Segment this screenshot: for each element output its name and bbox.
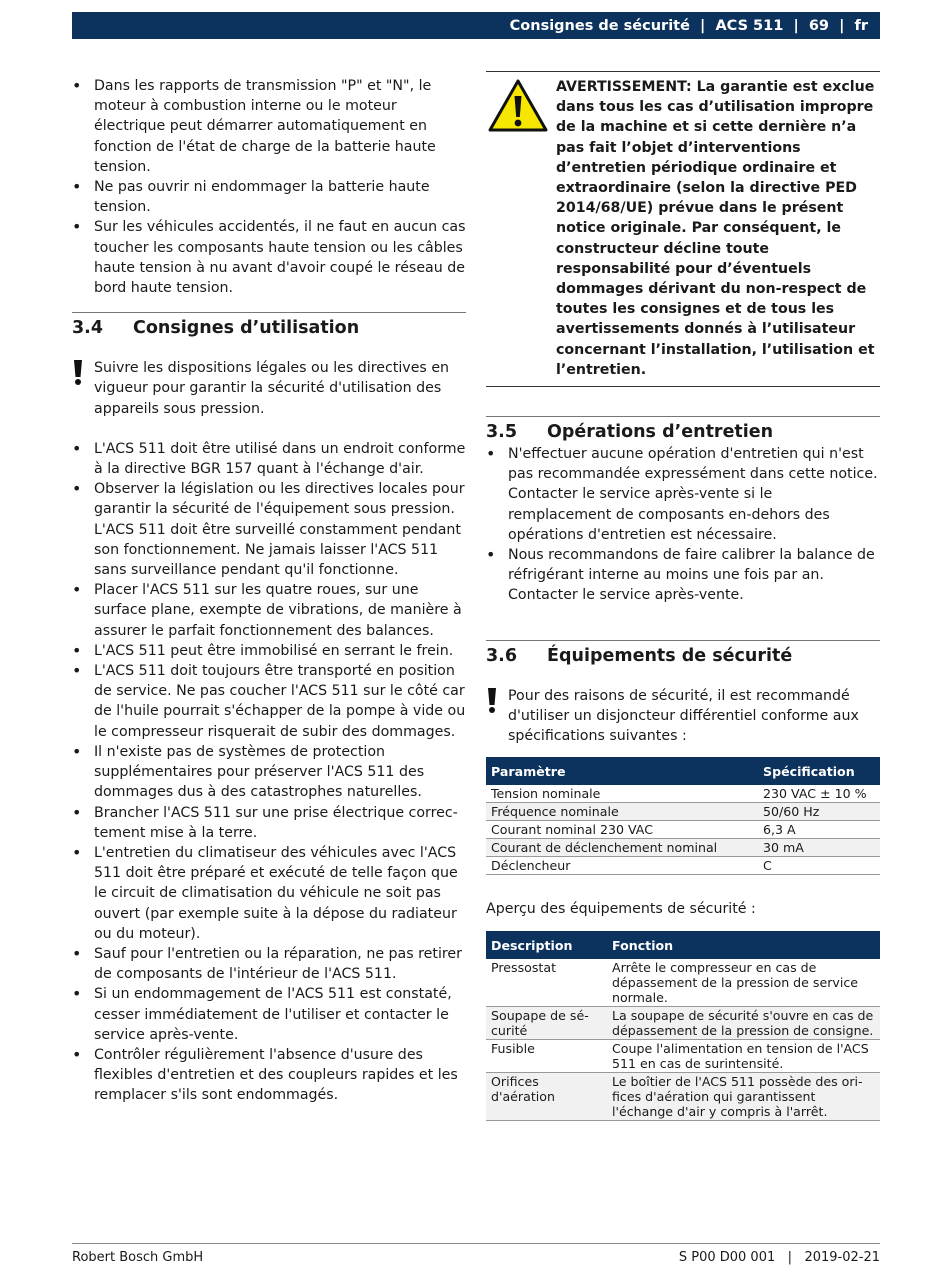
table-cell: 50/60 Hz xyxy=(758,803,880,821)
maintenance-bullet-list xyxy=(486,444,880,606)
list-item: • Observer la législation ou les directives locales pour garantir la sécurité de l'équipement sous pression. L'ACS 511 doit être surveillé constamment pendant son fonctionnement. Ne jamais laisser l'ACS 511 sans surveillance pendant qu'il fonctionne. xyxy=(72,479,466,580)
table-cell: La soupape de sécurité s'ouvre en cas de dépassement de la pression de consigne. xyxy=(607,1007,880,1040)
section-number: 3.5 xyxy=(486,422,518,443)
exclamation-icon xyxy=(487,687,497,713)
table-row xyxy=(486,785,880,803)
section-heading-3-6 xyxy=(486,640,880,668)
list-item: • Si un endommagement de l'ACS 511 est constaté, cesser immédiatement de l'utiliser et contacter le service après-vente. xyxy=(72,984,466,1045)
exclamation-icon xyxy=(73,359,83,385)
list-item: • Brancher l'ACS 511 sur une prise électrique correctement mise à la terre. xyxy=(72,803,466,843)
warning-box xyxy=(486,71,880,387)
note-text: Suivre les dispositions légales ou les directives en vigueur pour garantir la sécurité d'utilisation des appareils sous pression. xyxy=(94,360,450,417)
column-header: Fonction xyxy=(607,931,880,959)
table-row xyxy=(486,839,880,857)
list-item: • Ne pas ouvrir ni endommager la batterie haute tension. xyxy=(72,177,466,217)
section-title: Opérations d’entretien xyxy=(547,422,774,443)
column-header: Paramètre xyxy=(486,757,758,785)
table-cell: Fusible xyxy=(486,1040,607,1073)
list-item: • Il n'existe pas de systèmes de protection supplémentaires pour préserver l'ACS 511 des dommages dus à des catastrophes naturelles. xyxy=(72,742,466,803)
footer-divider xyxy=(72,1243,880,1244)
table-cell: Coupe l'alimentation en tension de l'ACS 511 en cas de surintensité. xyxy=(607,1040,880,1073)
table-header-row xyxy=(486,757,880,785)
table-header-row xyxy=(486,931,880,959)
list-item: • L'ACS 511 peut être immobilisé en serrant le frein. xyxy=(72,641,466,661)
table-cell: Le boîtier de l'ACS 511 possède des orifices d'aération qui garantissent l'échange d'air y compris à l'arrêt. xyxy=(607,1073,880,1121)
list-item: • L'entretien du climatiseur des véhicules avec l'ACS 511 doit être préparé et exécuté de telle façon que le circuit de climatisation du véhicule ne soit pas ouvert (par exemple suite à la dépose du radiateur ou du moteur). xyxy=(72,843,466,944)
table-cell: Courant nominal 230 VAC xyxy=(486,821,758,839)
section-title: Consignes d’utilisation xyxy=(133,318,360,339)
safety-note xyxy=(486,686,880,747)
section-heading-3-4 xyxy=(72,312,466,340)
section-number: 3.6 xyxy=(486,645,518,666)
intro-bullet-list xyxy=(72,76,466,298)
warning-triangle-icon xyxy=(488,79,548,133)
header-product: ACS 511 xyxy=(715,17,784,34)
header-page-number: 69 xyxy=(808,17,830,34)
usage-bullet-list xyxy=(72,439,466,1106)
table-cell: Arrête le compresseur en cas de dépassement de la pression de service normale. xyxy=(607,959,880,1007)
table-cell: 230 VAC ± 10 % xyxy=(758,785,880,803)
footer-date: 2019-02-21 xyxy=(804,1250,880,1265)
table-cell: Déclencheur xyxy=(486,857,758,875)
specification-table xyxy=(486,757,880,875)
table-row xyxy=(486,959,880,1007)
list-item: • Sauf pour l'entretien ou la réparation, ne pas retirer de composants de l'intérieur de l'ACS 511. xyxy=(72,944,466,984)
section-heading-3-5 xyxy=(486,416,880,444)
table-cell: 30 mA xyxy=(758,839,880,857)
legal-note xyxy=(72,358,466,419)
list-item: • Sur les véhicules accidentés, il ne faut en aucun cas toucher les composants haute tension ou les câbles haute tension à nu avant d'avoir coupé le réseau de bord haute tension. xyxy=(72,217,466,298)
right-column xyxy=(486,71,880,1121)
table-cell: C xyxy=(758,857,880,875)
footer-company: Robert Bosch GmbH xyxy=(72,1250,204,1265)
note-text: Pour des raisons de sécurité, il est recommandé d'utiliser un disjoncteur différentiel conforme aux spécifications suivantes : xyxy=(508,687,859,745)
footer-doc-number: S P00 D00 001 xyxy=(678,1250,776,1265)
warning-text: AVERTISSEMENT: La garantie est exclue dans tous les cas d’utilisation impropre de la machine et si cette dernière n’a pas fait l’objet d’interventions d’entretien périodique ordinaire et extraordinaire (selon la directive PED 2014/68/UE) prévue dans le présent notice originale. Par conséquent, le constructeur décline toute responsabilité pour d’éventuels dommages dérivant du non-respect de toutes les consignes et de tous les avertissements donnés à l’utilisateur concernant l’installation, l’utilisation et l’entretien. xyxy=(556,79,875,378)
table-row xyxy=(486,1040,880,1073)
table-row xyxy=(486,821,880,839)
page-header-bar: Consignes de sécurité | ACS 511 | 69 | fr xyxy=(72,12,880,39)
header-section: Consignes de sécurité xyxy=(509,17,690,34)
function-table xyxy=(486,931,880,1121)
table-row xyxy=(486,857,880,875)
list-item: • Dans les rapports de transmission "P" et "N", le moteur à combustion interne ou le moteur électrique peut démarrer automatiquement en fonction de l'état de charge de la batterie haute tension. xyxy=(72,76,466,177)
table-cell: 6,3 A xyxy=(758,821,880,839)
list-item: • Placer l'ACS 511 sur les quatre roues, sur une surface plane, exempte de vibrations, de manière à assurer le parfait fonctionnement des balances. xyxy=(72,580,466,641)
list-item: • L'ACS 511 doit être utilisé dans un endroit conforme à la directive BGR 157 quant à l'échange d'air. xyxy=(72,439,466,479)
table-row xyxy=(486,1073,880,1121)
column-header: Spécification xyxy=(758,757,880,785)
table-row xyxy=(486,803,880,821)
table-cell: Pressostat xyxy=(486,959,607,1007)
table-cell: Orifices d'aération xyxy=(486,1073,607,1121)
header-language: fr xyxy=(854,17,868,34)
overview-label: Aperçu des équipements de sécurité : xyxy=(486,901,756,918)
table-cell: Soupape de sécurité xyxy=(486,1007,607,1040)
section-number: 3.4 xyxy=(72,318,104,339)
footer-doc-info: S P00 D00 001 | 2019-02-21 xyxy=(678,1250,880,1265)
table-row xyxy=(486,1007,880,1040)
table-cell: Courant de déclenchement nominal xyxy=(486,839,758,857)
list-item: • Nous recommandons de faire calibrer la balance de réfrigérant interne au moins une fois par an. Contacter le service après-vente. xyxy=(486,545,880,606)
list-item: • Contrôler régulièrement l'absence d'usure des flexibles d'entretien et des coupleurs rapides et les remplacer s'ils sont endommagés. xyxy=(72,1045,466,1106)
left-column xyxy=(72,76,466,1106)
table-cell: Tension nominale xyxy=(486,785,758,803)
table-cell: Fréquence nominale xyxy=(486,803,758,821)
list-item: • N'effectuer aucune opération d'entretien qui n'est pas recommandée expressément dans cette notice. Contacter le service après-vente si le remplacement de composants en-dehors des opérations d'entretien est nécessaire. xyxy=(486,444,880,545)
column-header: Description xyxy=(486,931,607,959)
section-title: Équipements de sécurité xyxy=(547,645,793,666)
list-item: • L'ACS 511 doit toujours être transporté en position de service. Ne pas coucher l'ACS 511 sur le côté car de l'huile pourrait s'échapper de la pompe à vide ou le compresseur risquerait de subir des dommages. xyxy=(72,661,466,742)
